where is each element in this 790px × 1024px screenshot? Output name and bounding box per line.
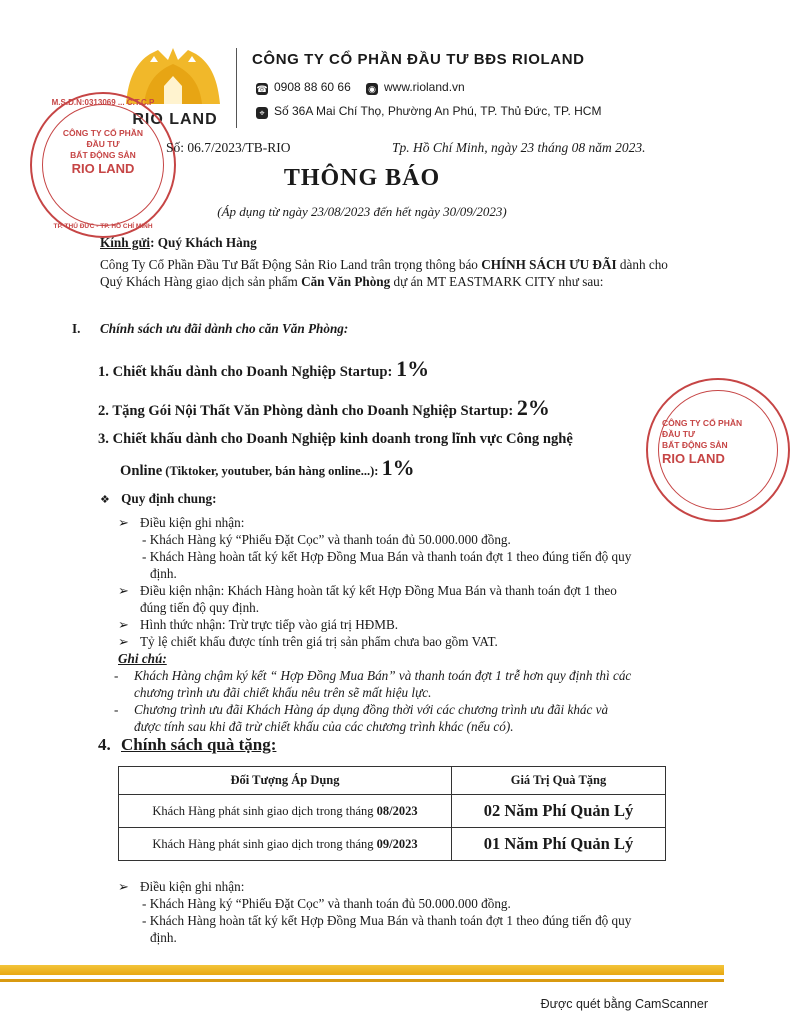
general-cond-block — [118, 514, 678, 650]
stamp-ring-text: M.S.D.N:0313069 ... C.T.C.P — [51, 98, 155, 107]
policy-item-2-text: Tặng Gói Nội Thất Văn Phòng dành cho Doanh Nghiệp Startup: — [112, 403, 517, 419]
policy-item-3 — [98, 431, 573, 448]
document-subtitle: (Áp dụng từ ngày 23/08/2023 đến hết ngày 30/09/2023) — [217, 204, 507, 219]
policy-item-3-text2: Online — [120, 463, 163, 479]
gift-row-2-subject-text: Khách Hàng phát sinh giao dịch trong tháng — [152, 836, 377, 851]
general-heading: Quy định chung: — [121, 491, 217, 506]
section4-cond-item-3: định. — [150, 930, 177, 945]
salutation — [100, 234, 257, 251]
section4-cond-block — [118, 878, 678, 946]
document-place-date: Tp. Hồ Chí Minh, ngày 23 tháng 08 năm 2023. — [392, 140, 646, 155]
diamond-bullet-icon: ❖ — [100, 494, 110, 506]
note-1-line-1: Khách Hàng chậm ký kết “ Hợp Đồng Mua Bán” và thanh toán đợt 1 trễ hơn quy định thì các — [134, 668, 632, 683]
policy-item-2-value: 2% — [516, 395, 550, 420]
section4-heading: Chính sách quà tặng: — [121, 735, 277, 754]
address-text: Số 36A Mai Chí Thọ, Phường An Phú, TP. Thủ Đức, TP. HCM — [274, 104, 602, 118]
note-2-line-2: được tính sau khi đã trừ chiết khấu của các chương trình khác (nếu có). — [134, 719, 514, 734]
contact-phone — [256, 80, 351, 95]
intro-text-5: dự án MT EASTMARK CITY như sau: — [390, 274, 604, 289]
general-cond-title: Điều kiện ghi nhận: — [140, 515, 245, 530]
general-rate: Tỷ lệ chiết khấu được tính trên giá trị sản phẩm chưa bao gồm VAT. — [140, 634, 498, 649]
phone-icon: ☎ — [256, 84, 268, 94]
scanner-watermark: Được quét bằng CamScanner — [540, 997, 708, 1011]
stamp-inner-1: CÔNG TY CỔ PHẦN — [62, 128, 144, 138]
policy-item-1 — [98, 356, 429, 382]
gift-row-1-value: 02 Năm Phí Quản Lý — [452, 795, 666, 828]
intro-text-2: CHÍNH SÁCH ƯU ĐÃI — [481, 257, 617, 272]
section4-number: 4. — [98, 735, 111, 754]
note-1-line-2: chương trình ưu đãi chiết khấu nêu trên sẽ mất hiệu lực. — [134, 685, 432, 700]
website-text: www.rioland.vn — [384, 80, 465, 94]
globe-icon: ◉ — [366, 83, 378, 95]
general-rules — [100, 490, 216, 509]
contact-website — [366, 80, 465, 95]
stamp-inner-4: RIO LAND — [71, 161, 135, 176]
table-row — [119, 828, 666, 861]
section4-cond-item-1: - Khách Hàng ký “Phiếu Đặt Cọc” và thanh toán đủ 50.000.000 đồng. — [142, 896, 511, 911]
location-pin-icon: ⌖ — [256, 107, 268, 119]
general-cond-item-2: - Khách Hàng hoàn tất ký kết Hợp Đồng Mua Bán và thanh toán đợt 1 theo đúng tiến độ quy — [142, 549, 632, 564]
document-number: Số: 06.7/2023/TB-RIO — [166, 140, 291, 155]
gift-table-header-row — [119, 767, 666, 795]
policy-item-2 — [98, 395, 550, 421]
general-cond-item-1: - Khách Hàng ký “Phiếu Đặt Cọc” và thanh toán đủ 50.000.000 đồng. — [142, 532, 511, 547]
section4-cond-item-2: - Khách Hàng hoàn tất ký kết Hợp Đồng Mua Bán và thanh toán đợt 1 theo đúng tiến độ quy — [142, 913, 632, 928]
notes-block: Ghi chú: - Khách Hàng chậm ký kết “ Hợp Đồng Mua Bán” và thanh toán đợt 1 trễ hơn quy định thì các chương trình ưu đãi chiết khấu nêu trên sẽ mất hiệu lực. - Chương trình ưu đãi Khách Hàng áp dụng đồng thời với các chương trình ưu đãi khác và được tính sau khi đã trừ chiết khấu của các chương trình khác (nếu có). — [118, 650, 678, 735]
stamp-inner-2: ĐẦU TƯ — [86, 139, 120, 149]
policy-item-3-text3: (Tiktoker, youtuber, bán hàng online...): — [162, 464, 382, 478]
policy-item-3-line2 — [120, 455, 415, 481]
footer-brand-band — [0, 965, 724, 995]
stamp-inner-3: BẤT ĐỘNG SẢN — [70, 150, 136, 160]
document-title: THÔNG BÁO — [283, 165, 441, 191]
stamp2-inner-3: BẤT ĐỘNG SẢN — [662, 440, 728, 450]
arrow-bullet-icon: ➢ — [118, 515, 130, 530]
gift-row-2-subject — [119, 828, 452, 861]
stamp2-inner-4: RIO LAND — [662, 451, 725, 466]
general-receive: Điều kiện nhận: Khách Hàng hoàn tất ký kết Hợp Đồng Mua Bán và thanh toán đợt 1 theo — [140, 583, 617, 598]
section1-heading: Chính sách ưu đãi dành cho căn Văn Phòng: — [100, 321, 349, 336]
notes-heading: Ghi chú: — [118, 651, 167, 666]
arrow-bullet-icon: ➢ — [118, 617, 130, 632]
arrow-bullet-icon: ➢ — [118, 634, 130, 649]
intro-paragraph — [100, 256, 672, 290]
policy-item-1-value: 1% — [396, 356, 430, 381]
intro-text-1: Công Ty Cổ Phần Đầu Tư Bất Động Sản Rio Land trân trọng thông báo — [100, 257, 482, 272]
general-form: Hình thức nhận: Trừ trực tiếp vào giá trị HĐMB. — [140, 617, 399, 632]
gift-row-2-month: 09/2023 — [376, 836, 418, 851]
policy-item-3-text: Chiết khấu dành cho Doanh Nghiệp kinh doanh trong lĩnh vực Công nghệ — [112, 431, 573, 447]
section4-cond-title: Điều kiện ghi nhận: — [140, 879, 245, 894]
stamp2-inner-2: ĐẦU TƯ — [662, 429, 696, 439]
salutation-value: : Quý Khách Hàng — [150, 235, 257, 250]
phone-text: 0908 88 60 66 — [274, 80, 351, 94]
gift-table-header-subject: Đối Tượng Áp Dụng — [119, 767, 452, 795]
contact-address — [256, 104, 601, 119]
policy-item-2-num: 2. — [98, 403, 109, 419]
gift-table-header-value: Giá Trị Quà Tặng — [452, 767, 666, 795]
stamp-bottom-text: TP. THỦ ĐỨC - TP. HỒ CHÍ MINH — [53, 223, 153, 230]
policy-item-1-num: 1. — [98, 364, 109, 380]
salutation-label: Kính gửi — [100, 235, 151, 250]
table-row — [119, 795, 666, 828]
stamp2-inner-1: CÔNG TY CỔ PHẦN — [662, 418, 743, 428]
logo-text: RIO LAND — [132, 111, 218, 128]
policy-item-3-value: 1% — [381, 455, 415, 480]
section1-number: I. — [72, 321, 81, 336]
arrow-bullet-icon: ➢ — [118, 583, 130, 598]
gift-row-1-subject — [119, 795, 452, 828]
header-divider — [236, 48, 237, 128]
policy-item-3-num: 3. — [98, 431, 109, 447]
arrow-bullet-icon: ➢ — [118, 879, 130, 894]
gift-row-2-value: 01 Năm Phí Quản Lý — [452, 828, 666, 861]
gift-row-1-subject-text: Khách Hàng phát sinh giao dịch trong tháng — [152, 803, 377, 818]
general-cond-item-3: định. — [150, 566, 177, 581]
intro-text-4: Căn Văn Phòng — [301, 274, 391, 289]
policy-item-1-text: Chiết khấu dành cho Doanh Nghiệp Startup: — [112, 364, 397, 380]
general-receive-2: đúng tiến độ quy định. — [140, 600, 260, 615]
note-2-line-1: Chương trình ưu đãi Khách Hàng áp dụng đồng thời với các chương trình ưu đãi khác và — [134, 702, 609, 717]
company-name: CÔNG TY CỔ PHẦN ĐẦU TƯ BĐS RIOLAND — [252, 51, 585, 68]
company-stamp-edge — [646, 378, 790, 522]
gift-table — [118, 766, 666, 861]
intro-text-3: dành cho Quý Khách Hàng giao dịch sản phẩm — [100, 257, 668, 289]
gift-row-1-month: 08/2023 — [376, 803, 418, 818]
section4-title — [98, 735, 276, 755]
